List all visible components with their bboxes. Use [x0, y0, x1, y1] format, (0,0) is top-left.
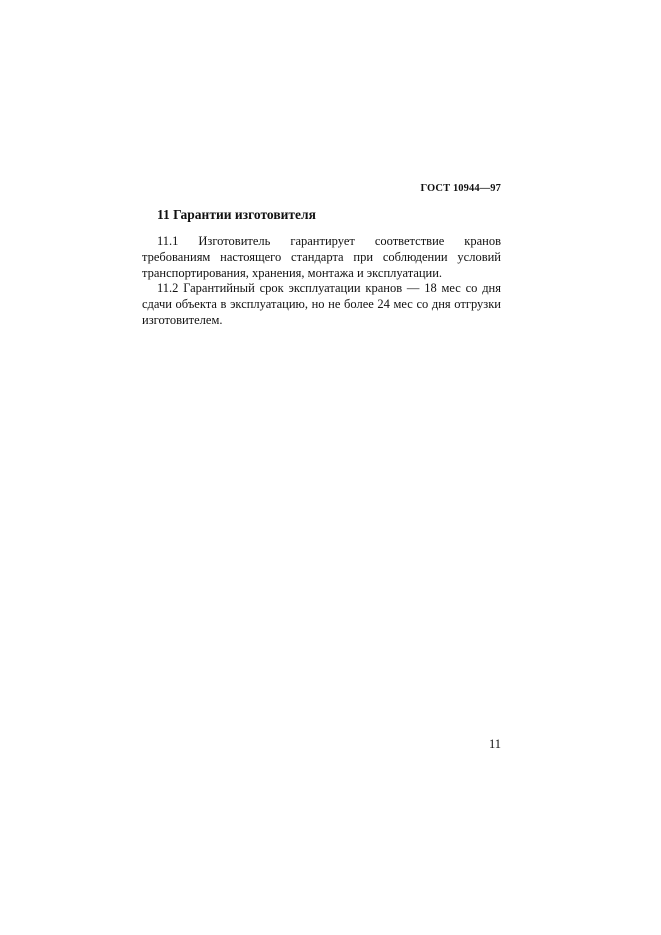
section-body	[142, 234, 501, 329]
standard-code: ГОСТ 10944—97	[420, 183, 501, 194]
paragraph-11-1: 11.1 Изготовитель гарантирует соответствие кранов требованиям настоящего стандарта при соблюдении условий транспортирования, хранения, монтажа и эксплуатации.	[142, 234, 501, 280]
paragraph-11-2: 11.2 Гарантийный срок эксплуатации кранов — 18 мес со дня сдачи объекта в эксплуатацию, но не более 24 мес со дня отгрузки изготовителем.	[142, 281, 501, 327]
section-title: 11 Гарантии изготовителя	[157, 207, 316, 222]
page-number: 11	[488, 737, 501, 751]
